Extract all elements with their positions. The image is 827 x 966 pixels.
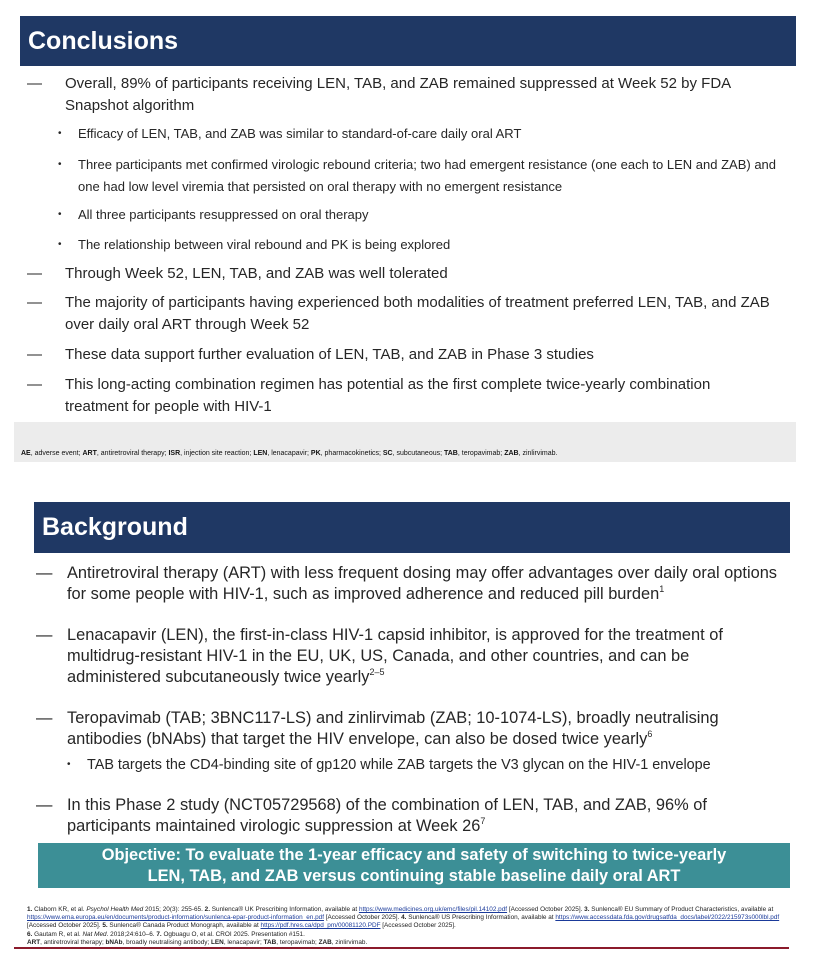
objective-line-1: Objective: To evaluate the 1-year efficacy and safety of switching to twice-yearly — [101, 845, 727, 864]
references — [27, 906, 787, 947]
abbr-definition: , teropavimab; — [276, 938, 319, 946]
abbr-definition: , pharmacokinetics; — [320, 450, 383, 457]
ref-number: 2. — [204, 906, 210, 913]
abbr-definition: , antiretroviral therapy; — [40, 938, 106, 946]
ref-link[interactable]: https://pdf.hres.ca/dpd_pm/00081120.PDF — [260, 922, 381, 930]
conclusion-text: The majority of participants having experienced both modalities of treatment preferred LEN, TAB, and ZAB over daily oral ART through Week 52 — [65, 294, 770, 333]
conclusions-header — [20, 16, 796, 66]
abbr-term: ART — [27, 938, 41, 946]
ref-link[interactable]: https://www.medicines.org.uk/emc/files/pil.14102.pdf — [358, 906, 508, 913]
abbr-definition: , subcutaneous; — [392, 450, 444, 457]
conclusion-text: These data support further evaluation of LEN, TAB, and ZAB in Phase 3 studies — [65, 346, 594, 363]
ref-number: 1. — [27, 906, 33, 913]
abbr-definition: , zinlirvimab. — [331, 938, 368, 946]
abbr-definition: , zinlirvimab. — [518, 450, 558, 457]
abbr-term: PK — [310, 450, 321, 457]
ref-link[interactable]: https://www.ema.europa.eu/en/documents/product-information/sunlenca-epar-product-information_en.pdf — [27, 914, 324, 922]
conclusion-text: Through Week 52, LEN, TAB, and ZAB was well tolerated — [65, 265, 448, 282]
ref-text: Ogbuagu O, et al. CROI 2025. Presentation #151. — [161, 930, 305, 938]
objective-line-2: LEN, TAB, and ZAB versus continuing stable baseline daily oral ART — [147, 866, 681, 885]
citation-superscript: 2–5 — [369, 666, 385, 677]
ref-number: 5. — [102, 922, 108, 930]
abbr-term: ZAB — [318, 938, 332, 946]
background-header — [34, 502, 790, 553]
abbr-term: bNAb — [105, 938, 123, 946]
ref-text: [Accessed October 2025]. — [323, 914, 402, 922]
objective-box — [38, 843, 790, 888]
ref-journal: Nat Med — [82, 930, 107, 938]
ref-text: 2015; 20(3): 255-65. — [143, 906, 205, 913]
abbr-definition: , injection site reaction; — [180, 450, 254, 457]
abbr-term: ZAB — [504, 450, 519, 457]
abbr-definition: , antiretroviral therapy; — [96, 450, 169, 457]
ref-text: Sunlenca® EU Summary of Product Characteristics, available at — [589, 906, 774, 913]
subitem-text: TAB targets the CD4-binding site of gp120 while ZAB targets the V3 glycan on the HIV-1 envelope — [87, 757, 711, 773]
abbr-term: LEN — [211, 938, 224, 946]
abbr-definition: , teropavimab; — [457, 450, 505, 457]
dash-marker: — — [27, 376, 42, 393]
background-text: Teropavimab (TAB; 3BNC117-LS) and zinlirvimab (ZAB; 10-1074-LS), broadly neutralising antibodies (bNAbs) that target the HIV envelope, can also be dosed twice yearly — [67, 709, 719, 748]
subitem-text: The relationship between viral rebound and PK is being explored — [78, 237, 451, 252]
background-text: Lenacapavir (LEN), the first-in-class HIV-1 capsid inhibitor, is approved for the treatment of multidrug-resistant HIV-1 in the EU, UK, US, Canada, and other countries, and can be administered subcutaneously twice yearly — [67, 626, 723, 686]
bullet-marker: • — [58, 159, 62, 170]
ref-text: Gautam R, et al. — [32, 930, 83, 938]
abbr-definition: , broadly neutralising antibody; — [122, 938, 212, 946]
abbr-term: ISR — [168, 450, 181, 457]
subitem-text: Efficacy of LEN, TAB, and ZAB was similar to standard-of-care daily oral ART — [78, 126, 522, 141]
ref-text: [Accessed October 2025]. — [380, 922, 456, 930]
dash-marker: — — [36, 796, 53, 814]
ref-text: Claborn KR, et al. — [32, 906, 87, 913]
citation-superscript: 7 — [480, 815, 486, 826]
subitem-text: All three participants resuppressed on oral therapy — [78, 207, 369, 222]
bullet-marker: • — [58, 239, 62, 250]
subitem-text: Three participants met confirmed virologic rebound criteria; two had emergent resistance (one each to LEN and ZAB) and one had low level viremia that persisted on oral therapy with no emergent resistance — [78, 157, 777, 194]
citation-superscript: 6 — [647, 728, 653, 739]
conclusions-title: Conclusions — [28, 26, 179, 55]
ref-number: 7. — [156, 930, 162, 938]
abbr-term: TAB — [263, 938, 277, 946]
ref-text: [Accessed October 2025]. — [507, 906, 585, 913]
abbr-definition: , adverse event; — [30, 450, 83, 457]
dash-marker: — — [27, 265, 42, 282]
bullet-marker: • — [67, 759, 71, 770]
dash-marker: — — [27, 294, 42, 311]
background-title: Background — [42, 513, 188, 541]
ref-text: Sunlenca® US Prescribing Information, available at — [406, 914, 556, 922]
abbr-term: TAB — [444, 450, 458, 457]
ref-text: . 2018;24:610–6. — [106, 930, 157, 938]
ref-journal: Psychol Health Med — [86, 906, 144, 913]
abbr-definition: , lenacapavir; — [223, 938, 264, 946]
ref-number: 4. — [401, 914, 407, 922]
ref-text: Sunlenca® UK Prescribing Information, available at — [210, 906, 359, 913]
ref-text: Sunlenca® Canada Product Monograph, available at — [107, 922, 261, 930]
abbr-term: SC — [382, 450, 393, 457]
ref-text: [Accessed October 2025]. — [27, 922, 103, 930]
background-text: Antiretroviral therapy (ART) with less frequent dosing may offer advantages over daily oral options for some people with HIV-1, such as improved adherence and reduced pill burden — [67, 564, 778, 603]
background-text: In this Phase 2 study (NCT05729568) of the combination of LEN, TAB, and ZAB, 96% of participants maintained virologic suppression at Week 26 — [67, 796, 707, 835]
ref-number: 6. — [27, 930, 33, 938]
conclusion-text: Overall, 89% of participants receiving LEN, TAB, and ZAB remained suppressed at Week 52 by FDA Snapshot algorithm — [65, 75, 731, 114]
dash-marker: — — [36, 626, 53, 644]
bullet-marker: • — [58, 128, 62, 139]
ref-link[interactable]: https://www.accessdata.fda.gov/drugsatfda_docs/label/2022/215973s000lbl.pdf — [555, 914, 780, 922]
dash-marker: — — [36, 564, 53, 582]
abbr-term: ART — [82, 450, 97, 457]
dash-marker: — — [27, 346, 42, 363]
abbr-term: AE — [21, 450, 31, 457]
dash-marker: — — [36, 709, 53, 727]
citation-superscript: 1 — [659, 583, 665, 594]
abbr-term: LEN — [253, 450, 268, 457]
conclusion-text: This long-acting combination regimen has potential as the first complete twice-yearly combination treatment for people with HIV-1 — [65, 376, 711, 415]
abbreviations-bar — [14, 422, 796, 462]
dash-marker: — — [27, 75, 42, 92]
bullet-marker: • — [58, 209, 62, 220]
abbr-definition: , lenacapavir; — [267, 450, 311, 457]
ref-number: 3. — [584, 906, 590, 913]
bottom-divider — [14, 947, 789, 949]
